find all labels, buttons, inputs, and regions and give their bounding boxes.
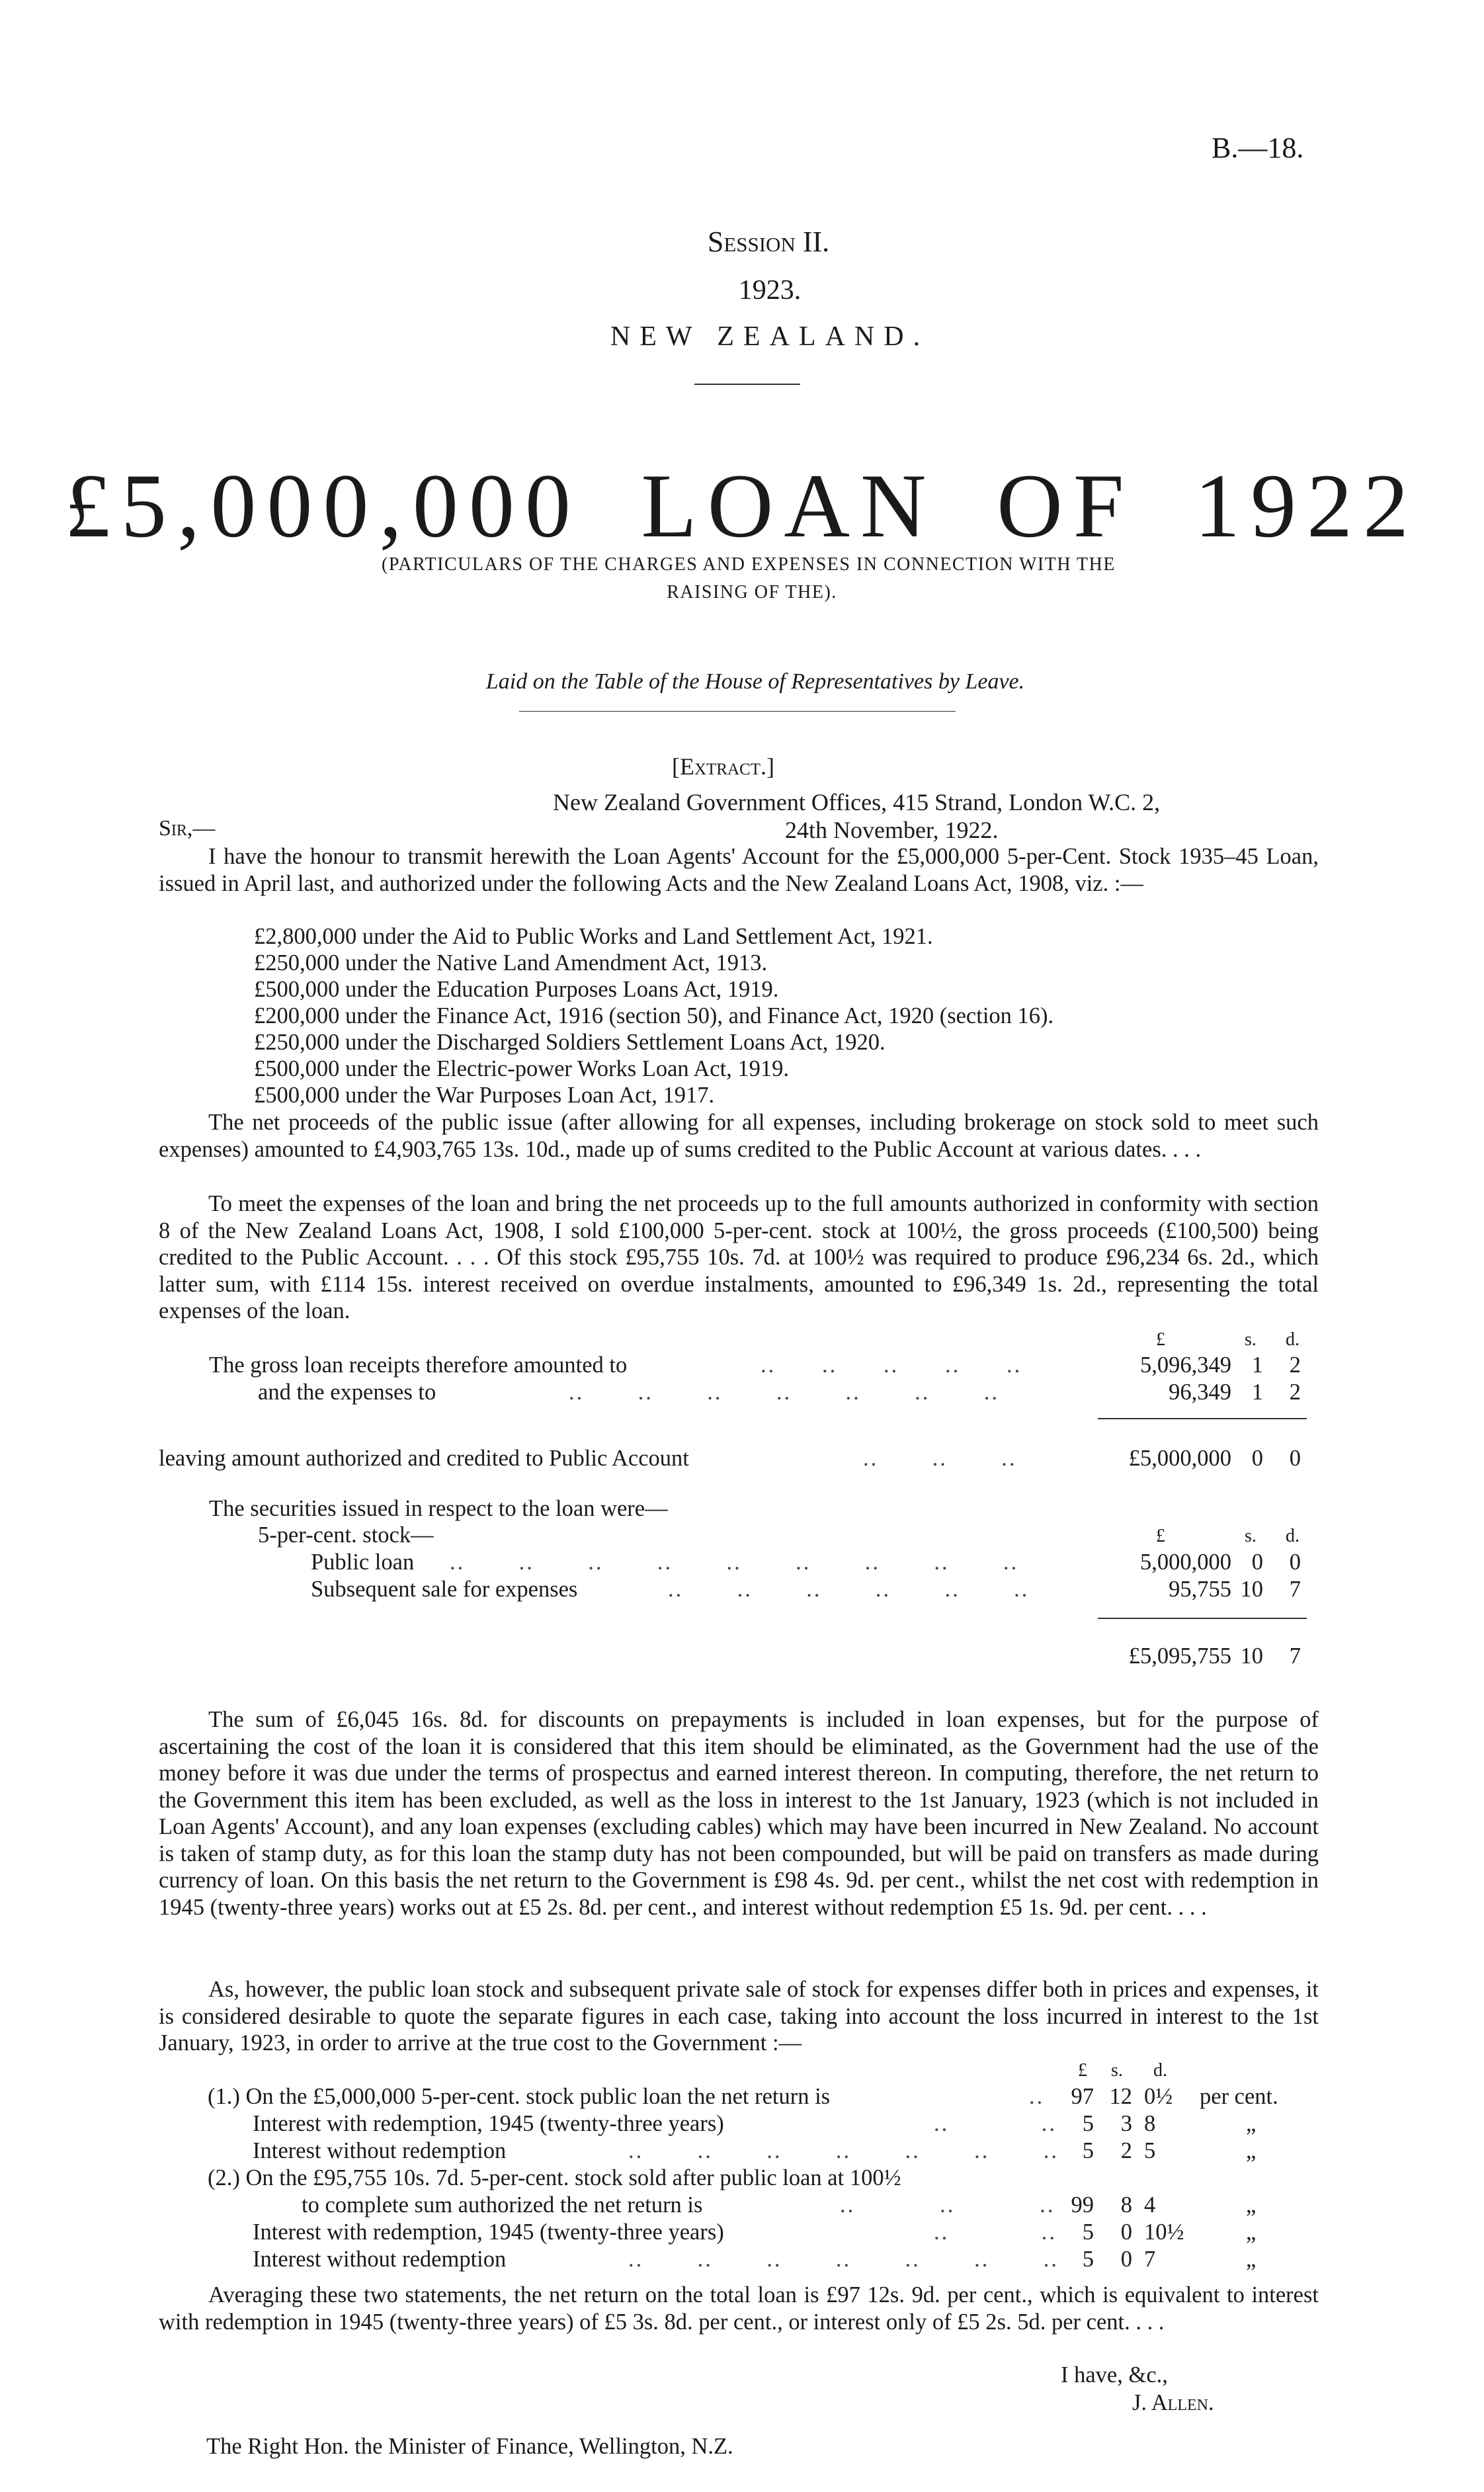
leader-dots: .. .. .. .. .. .. [668, 1577, 1030, 1602]
table2-rule [1098, 1618, 1307, 1619]
cell-suffix: per cent. [1200, 2084, 1278, 2109]
cell-pounds: 5 [1082, 2220, 1094, 2245]
country-label: NEW ZEALAND. [610, 321, 930, 352]
cell-pounds: 5 [1082, 2111, 1094, 2136]
table-row [0, 2246, 1484, 2273]
cell-shillings: 1 [1251, 1352, 1263, 1378]
cell-shillings: 0 [1120, 2247, 1132, 2272]
leader-dots: .. .. .. .. .. .. .. .. .. [450, 1550, 1019, 1575]
securities-intro: The securities issued in respect to the loan were— [209, 1496, 668, 1521]
cell-pounds: 96,349 [1169, 1380, 1231, 1405]
row-label: Public loan [311, 1550, 415, 1575]
cell-shillings: 10 [1240, 1577, 1263, 1602]
subtitle-line-2: RAISING OF THE). [667, 582, 837, 602]
col-head-pounds: £ [1078, 2060, 1087, 2081]
cell-pounds: 5 [1082, 2247, 1094, 2272]
cell-shillings: 0 [1251, 1446, 1263, 1471]
col-head-pence: d. [1286, 1329, 1299, 1350]
row-label: Interest with redemption, 1945 (twenty-three years) [253, 2111, 724, 2136]
cell-pence: 8 [1144, 2111, 1156, 2136]
cell-pence: 7 [1289, 1577, 1301, 1602]
table-row [0, 2083, 1484, 2110]
signature: J. Allen. [1132, 2390, 1214, 2415]
table-row [0, 1576, 1484, 1603]
col-head-pence: d. [1286, 1526, 1299, 1546]
subtitle-line-1: (PARTICULARS OF THE CHARGES AND EXPENSES IN CONNECTION WITH THE [382, 554, 1116, 575]
col-head-pounds: £ [1156, 1329, 1165, 1350]
cell-shillings: 2 [1120, 2138, 1132, 2163]
table-row [0, 2219, 1484, 2246]
cell-shillings: 3 [1120, 2111, 1132, 2136]
cell-pence: 0 [1289, 1550, 1301, 1575]
cell-pence: 0½ [1144, 2084, 1173, 2109]
table-row [0, 1379, 1484, 1406]
leader-dots: .. .. .. .. .. .. .. [628, 2247, 1059, 2272]
list-item: £500,000 under the War Purposes Loan Act, 1917. [254, 1083, 715, 1108]
cell-pounds: 95,755 [1169, 1577, 1231, 1602]
cell-suffix: „ [1246, 2138, 1257, 2163]
cell-pounds: 5,000,000 [1140, 1550, 1231, 1575]
cell-pence: 7 [1144, 2247, 1156, 2272]
row-label: Subsequent sale for expenses [311, 1577, 578, 1602]
paragraph-intro: I have the honour to transmit herewith the Loan Agents' Account for the £5,000,000 5-per-Cent. Stock 1935–45 Loan, issued in April last, and authorized under the following Acts and the New Zealand Loans Act, 1908, viz. :— [159, 844, 1319, 896]
cell-suffix: „ [1246, 2111, 1257, 2136]
table-row [0, 2110, 1484, 2138]
leader-dots: .. .. .. [863, 1446, 1017, 1471]
row-label: Interest without redemption [253, 2247, 507, 2272]
cell-pounds: 99 [1071, 2192, 1094, 2218]
col-head-shillings: s. [1111, 2060, 1123, 2081]
document-title: £5,000,000 LOAN OF 1922 [64, 455, 1420, 556]
cell-suffix: „ [1246, 2247, 1257, 2272]
table3-heads [0, 2057, 1484, 2084]
leader-dots: .. .. [934, 2220, 1057, 2245]
list-item: £500,000 under the Education Purposes Loans Act, 1919. [254, 977, 779, 1002]
row-label: Interest without redemption [253, 2138, 507, 2163]
cell-shillings: 0 [1251, 1550, 1263, 1575]
col-head-pence: d. [1153, 2060, 1167, 2081]
cell-pounds: £5,095,755 [1128, 1643, 1231, 1669]
cell-pence: 5 [1144, 2138, 1156, 2163]
leader-dots: .. [1029, 2084, 1045, 2109]
leader-dots: .. .. .. .. .. .. .. [628, 2138, 1059, 2163]
leader-dots: .. .. .. [840, 2192, 1055, 2218]
col-head-shillings: s. [1245, 1329, 1257, 1350]
sender-address: New Zealand Government Offices, 415 Strand, London W.C. 2, [553, 789, 1161, 815]
session-label: Session II. [707, 226, 830, 258]
cell-pence: 7 [1289, 1643, 1301, 1669]
table1-heads [0, 1326, 1484, 1353]
col-head-shillings: s. [1245, 1526, 1257, 1546]
list-item: £500,000 under the Electric-power Works Loan Act, 1919. [254, 1056, 790, 1081]
cell-pounds: 5,096,349 [1140, 1352, 1231, 1378]
cell-shillings: 1 [1251, 1380, 1263, 1405]
page-reference: B.—18. [1212, 132, 1304, 164]
cell-pence: 4 [1144, 2192, 1156, 2218]
cell-pence: 2 [1289, 1352, 1301, 1378]
cell-shillings: 10 [1240, 1643, 1263, 1669]
table-total-row [0, 1643, 1484, 1670]
addressee: The Right Hon. the Minister of Finance, Wellington, N.Z. [206, 2434, 733, 2459]
cell-suffix: „ [1246, 2192, 1257, 2218]
header-rule [694, 384, 800, 385]
paragraph-separate-figures: As, however, the public loan stock and subsequent private sale of stock for expenses differ both in prices and expenses, it is considered desirable to quote the separate figures in each case, taking into account the loss incurred in interest to the 1st January, 1923, in order to arrive at the true cost to the Government :— [159, 1977, 1319, 2056]
securities-sub: 5-per-cent. stock— [258, 1522, 434, 1548]
paragraph-discounts: The sum of £6,045 16s. 8d. for discounts on prepayments is included in loan expenses, but for the purpose of ascertaining the cost of the loan it is considered that this item should be eliminated, as the Government had the use of the money before it was due under the terms of prospectus and earned interest thereon. In computing, therefore, the net return to the Government this item has been excluded, as well as the loss in interest to the 1st January, 1923 (which is not included in Loan Agents' Account), and any loan expenses (excluding cables) which may have been incurred in New Zealand. No account is taken of stamp duty, as for this loan the stamp duty has not been compounded, but will be paid on transfers as made during currency of loan. On this basis the net return to the Government is £98 4s. 9d. per cent., whilst the net cost with redemption in 1945 (twenty-three years) works out at £5 2s. 8d. per cent., and interest without redemption £5 1s. 9d. per cent. . . . [159, 1707, 1319, 1920]
cell-suffix: „ [1246, 2220, 1257, 2245]
letter-date: 24th November, 1922. [785, 817, 999, 843]
cell-pence: 10½ [1144, 2220, 1184, 2245]
paragraph-net-proceeds: The net proceeds of the public issue (after allowing for all expenses, including brokerage on stock sold to meet such expenses) amounted to £4,903,765 13s. 10d., made up of sums credited to the Public Account at various dates. . . . [159, 1110, 1319, 1162]
list-item: £2,800,000 under the Aid to Public Works and Land Settlement Act, 1921. [254, 924, 933, 949]
year-label: 1923. [738, 275, 802, 306]
cell-pence: 2 [1289, 1380, 1301, 1405]
cell-pounds: £5,000,000 [1128, 1446, 1231, 1471]
row-label: and the expenses to [258, 1380, 436, 1405]
table-row [0, 2138, 1484, 2165]
cell-shillings: 12 [1109, 2084, 1132, 2109]
table1-rule [1098, 1418, 1307, 1419]
row-label: Interest with redemption, 1945 (twenty-three years) [253, 2220, 724, 2245]
list-item: £250,000 under the Discharged Soldiers Settlement Loans Act, 1920. [254, 1030, 886, 1055]
closing-have: I have, &c., [1054, 2362, 1168, 2388]
paragraph-expenses: To meet the expenses of the loan and bring the net proceeds up to the full amounts authorized in conformity with section 8 of the New Zealand Loans Act, 1908, I sold £100,000 5-per-cent. stock at 100½, the gross proceeds (£100,500) being credited to the Public Account. . . . Of this stock £95,755 10s. 7d. at 100½ was required to produce £96,234 6s. 2d., which latter sum, with £114 15s. interest received on overdue instalments, amounted to £96,349 1s. 2d., representing the total expenses of the loan. [159, 1191, 1319, 1323]
row-label: (1.) On the £5,000,000 5-per-cent. stock public loan the net return is [208, 2084, 831, 2109]
cell-shillings: 0 [1120, 2220, 1132, 2245]
row-label: leaving amount authorized and credited to Public Account [159, 1446, 689, 1471]
laid-on-table-note: Laid on the Table of the House of Representatives by Leave. [485, 669, 1025, 694]
col-head-pounds: £ [1156, 1526, 1165, 1546]
table-row [0, 2192, 1484, 2219]
table-row [0, 1445, 1484, 1472]
table-row [0, 1352, 1484, 1379]
row-label: to complete sum authorized the net return is [302, 2192, 703, 2218]
leader-dots: .. .. .. .. .. .. .. [569, 1380, 999, 1405]
leader-dots: .. .. [934, 2111, 1057, 2136]
list-item: £250,000 under the Native Land Amendment Act, 1913. [254, 950, 768, 976]
cell-pounds: 97 [1071, 2084, 1094, 2109]
table-row [0, 2165, 1484, 2192]
table2-heads [0, 1522, 1484, 1550]
row-label: (2.) On the £95,755 10s. 7d. 5-per-cent. stock sold after public loan at 100½ [208, 2165, 901, 2190]
cell-pounds: 5 [1082, 2138, 1094, 2163]
paragraph-averaging: Averaging these two statements, the net return on the total loan is £97 12s. 9d. per cent., which is equivalent to interest with redemption in 1945 (twenty-three years) of £5 3s. 8d. per cent., or interest only of £5 2s. 5d. per cent. . . . [159, 2282, 1319, 2335]
title-rule [519, 711, 956, 712]
salutation: Sir,— [159, 816, 216, 841]
row-label: The gross loan receipts therefore amounted to [209, 1352, 628, 1378]
table-row [0, 1549, 1484, 1576]
extract-label: [Extract.] [672, 753, 774, 780]
leader-dots: .. .. .. .. .. [761, 1352, 1022, 1378]
list-item: £200,000 under the Finance Act, 1916 (section 50), and Finance Act, 1920 (section 16). [254, 1003, 1054, 1028]
cell-shillings: 8 [1120, 2192, 1132, 2218]
cell-pence: 0 [1289, 1446, 1301, 1471]
